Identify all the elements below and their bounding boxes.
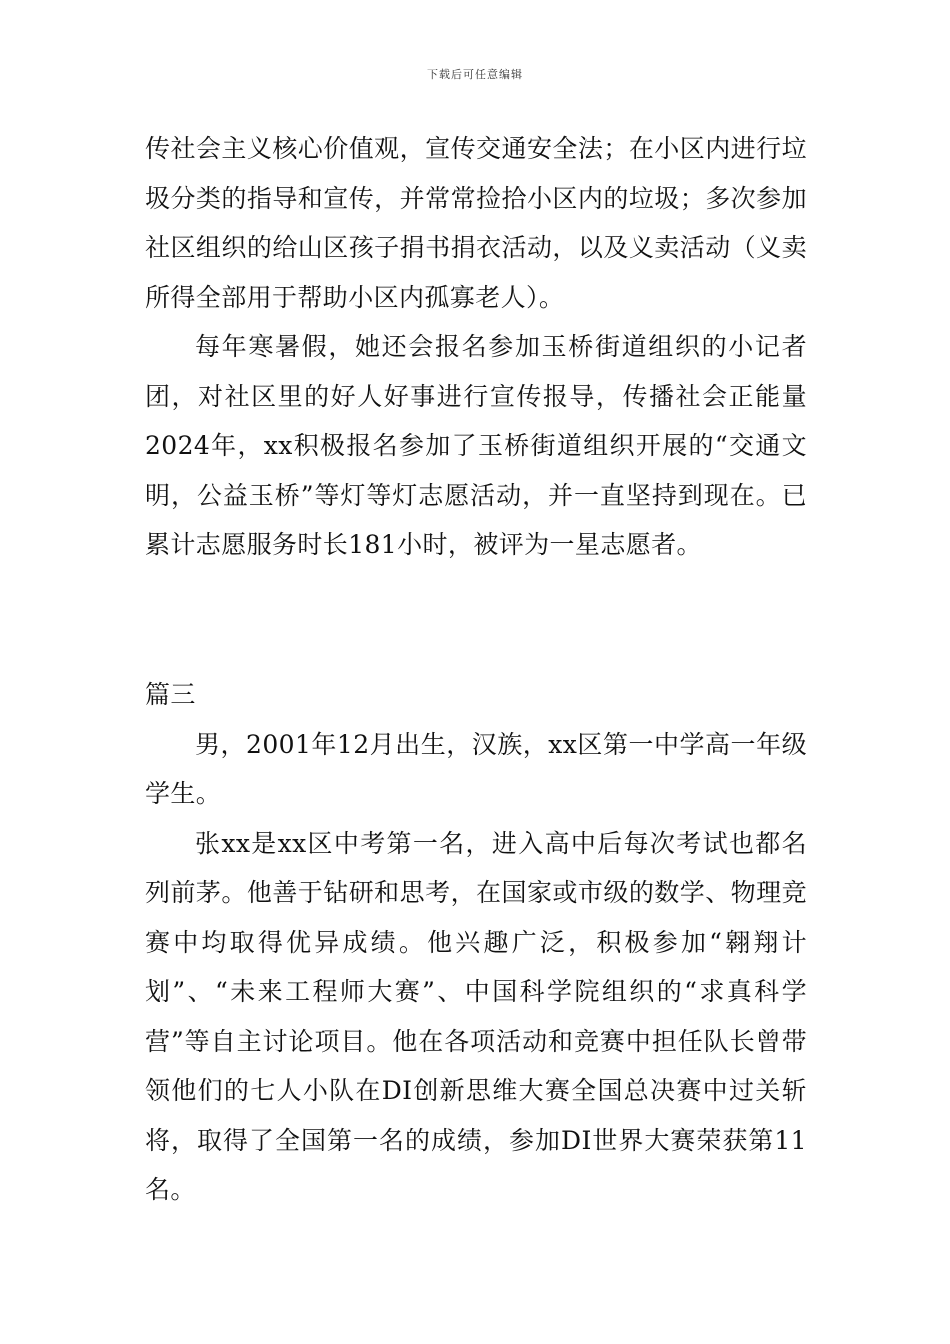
paragraph-3: 男，2001年12月出生，汉族，xx区第一中学高一年级学生。 — [145, 729, 807, 808]
page-header: 下载后可任意编辑 — [427, 68, 523, 81]
section-heading: 篇三 — [145, 680, 196, 709]
paragraph-4: 张xx是xx区中考第一名，进入高中后每次考试也都名列前茅。他善于钻研和思考，在国家或市级的数学、物理竞赛中均取得优异成绩。他兴趣广泛，积极参加“翱翔计划”、“未来工程师大赛”、中国科学院组织的“求真科学营”等自主讨论项目。他在各项活动和竞赛中担任队长曾带领他们的七人小队在DI创新思维大赛全国总决赛中过关斩将，取得了全国第一名的成绩，参加DI世界大赛荣获第11名。 — [145, 828, 807, 1204]
paragraph-2: 每年寒暑假，她还会报名参加玉桥街道组织的小记者团，对社区里的好人好事进行宣传报导，传播社会正能量2024年，xx积极报名参加了玉桥街道组织开展的“交通文明，公益玉桥”等灯等灯志愿活动，并一直坚持到现在。已累计志愿服务时长181小时，被评为一星志愿者。 — [145, 332, 807, 559]
section-1 — [145, 124, 807, 570]
paragraph-1: 传社会主义核心价值观，宣传交通安全法；在小区内进行垃圾分类的指导和宣传，并常常捡拾小区内的垃圾；多次参加社区组织的给山区孩子捐书捐衣活动，以及义卖活动（义卖所得全部用于帮助小区内孤寡老人）。 — [145, 134, 807, 312]
section-2 — [145, 670, 807, 1215]
